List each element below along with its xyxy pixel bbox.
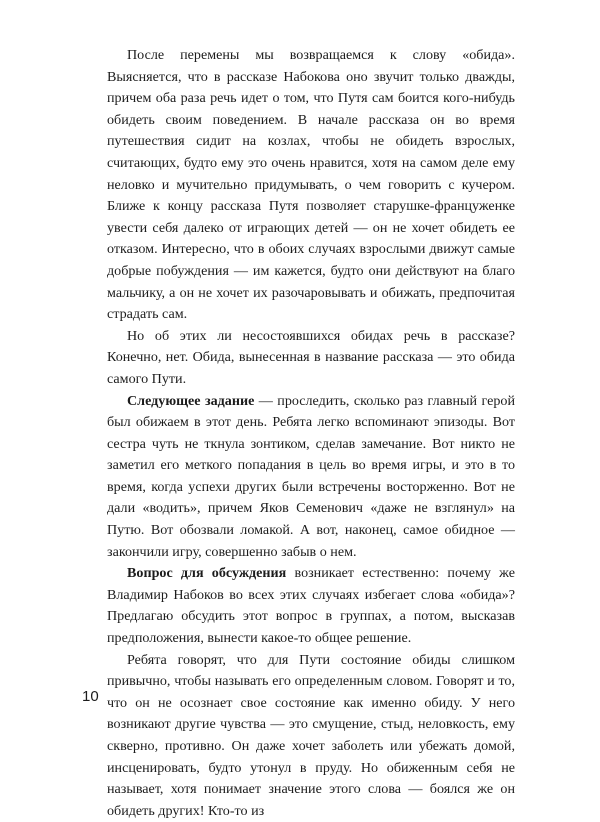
paragraph-4 [107,563,515,649]
paragraph-4-lead: Вопрос для обсуждения [127,565,287,582]
paragraph-1-text: После перемены мы возвращаемся к слову «обида». Выясняется, что в рассказе Набокова оно звучит только дважды, причем оба раза речь идет о том, что Путя сам боится кого-нибудь обидеть своим поведением. В начале рассказа он во время путешествия сидит на козлах, чтобы не обидеть взрослых, считающих, будто ему это очень нравится, хотя на самом деле ему неловко и мучительно придумывать, о чем говорить с кучером. Ближе к концу рассказа Путя позволяет старушке-француженке увести себя далеко от играющих детей — он не хочет обидеть ее отказом. Интересно, что в обоих случаях взрослыми движут самые добрые побуждения — им кажется, будто они действуют на благо мальчику, а он не хочет их разочаровывать и обижать, предпочитая страдать сам. [107,47,515,323]
paragraph-3-text: — проследить, сколько раз главный герой был обижаем в этот день. Ребята легко вспоминают эпизоды. Вот сестра чуть не ткнула зонтиком, сделав замечание. Вот никто не заметил его меткого попадания в цель во время игры, и это в то время, когда успехи других были встречены восторженно. Вот не дали «водить», причем Яков Семенович «даже не взглянул» на Путю. Вот обозвали ломакой. А вот, наконец, самое обидное — закончили игру, совершенно забыв о нем. [107,392,515,560]
paragraph-4-text: возникает естественно: почему же Владимир Набоков во всех этих случаях избегает слова «обида»? Предлагаю обсудить этот вопрос в группах, а потом, высказав предположения, вынести какое-то общее решение. [107,565,515,647]
paragraph-5-text: Ребята говорят, что для Пути состояние обиды слишком привычно, чтобы называть его определенным словом. Говорят и то, что он не осознает свое состояние как именно обиду. У него возникают другие чувства — это смущение, стыд, неловкость, ему скверно, противно. Он даже хочет заболеть или убежать домой, инсценировать, будто утонул в пруду. Но обиженным себя не называет, хотя понимает значение этого слова — боялся же он обидеть других! Кто-то из [107,651,515,819]
page-number: 10 [82,688,99,705]
paragraph-3-lead: Следующее задание [127,392,255,409]
paragraph-2 [107,326,515,391]
paragraph-1 [107,45,515,326]
paragraph-5 [107,650,515,822]
paragraph-2-text: Но об этих ли несостоявшихся обидах речь в рассказе? Конечно, нет. Обида, вынесенная в название рассказа — это обида самого Пути. [107,327,515,387]
page-text [107,45,515,822]
paragraph-3 [107,391,515,564]
